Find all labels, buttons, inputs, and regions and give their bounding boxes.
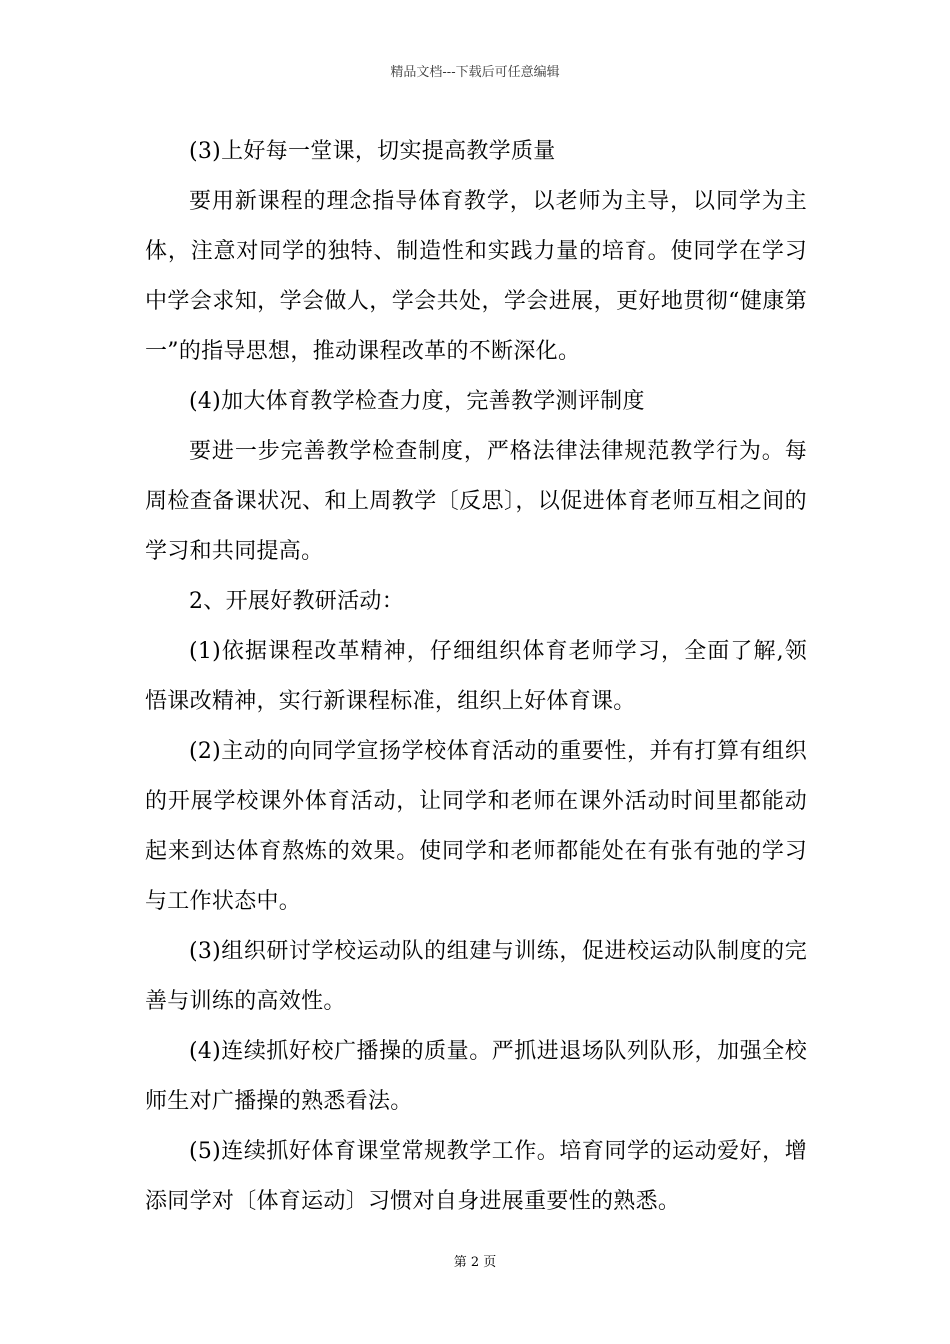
paragraph: (4)加大体育教学检查力度，完善教学测评制度	[189, 389, 645, 414]
paragraph: (3)上好每一堂课，切实提高教学质量	[189, 139, 556, 164]
paragraph: 要进一步完善教学检查制度，严格法律法律规范教学行为。每周检查备课状况、和上周教学〔反思〕，以促进体育老师互相之间的学习和共同提高。	[145, 439, 807, 564]
paragraph: (3)组织研讨学校运动队的组建与训练，促进校运动队制度的完善与训练的高效性。	[145, 939, 807, 1014]
document-body	[145, 127, 807, 1227]
paragraph: (1)依据课程改革精神，仔细组织体育老师学习，全面了解,领悟课改精神，实行新课程标准，组织上好体育课。	[145, 639, 807, 714]
paragraph: 要用新课程的理念指导体育教学，以老师为主导，以同学为主体，注意对同学的独特、制造性和实践力量的培育。使同学在学习中学会求知，学会做人，学会共处，学会进展，更好地贯彻“健康第一”的指导思想，推动课程改革的不断深化。	[145, 189, 807, 364]
paragraph: 2、开展好教研活动：	[189, 589, 404, 614]
paragraph: (2)主动的向同学宣扬学校体育活动的重要性，并有打算有组织的开展学校课外体育活动，让同学和老师在课外活动时间里都能动起来到达体育熬炼的效果。使同学和老师都能处在有张有弛的学习与工作状态中。	[145, 739, 807, 914]
paragraph: (5)连续抓好体育课堂常规教学工作。培育同学的运动爱好，增添同学对〔体育运动〕习惯对自身进展重要性的熟悉。	[145, 1139, 807, 1214]
page-number: 第 2 页	[453, 1255, 497, 1270]
page-header: 精品文档---下载后可任意编辑	[390, 65, 560, 80]
paragraph: (4)连续抓好校广播操的质量。严抓进退场队列队形，加强全校师生对广播操的熟悉看法。	[145, 1039, 807, 1114]
